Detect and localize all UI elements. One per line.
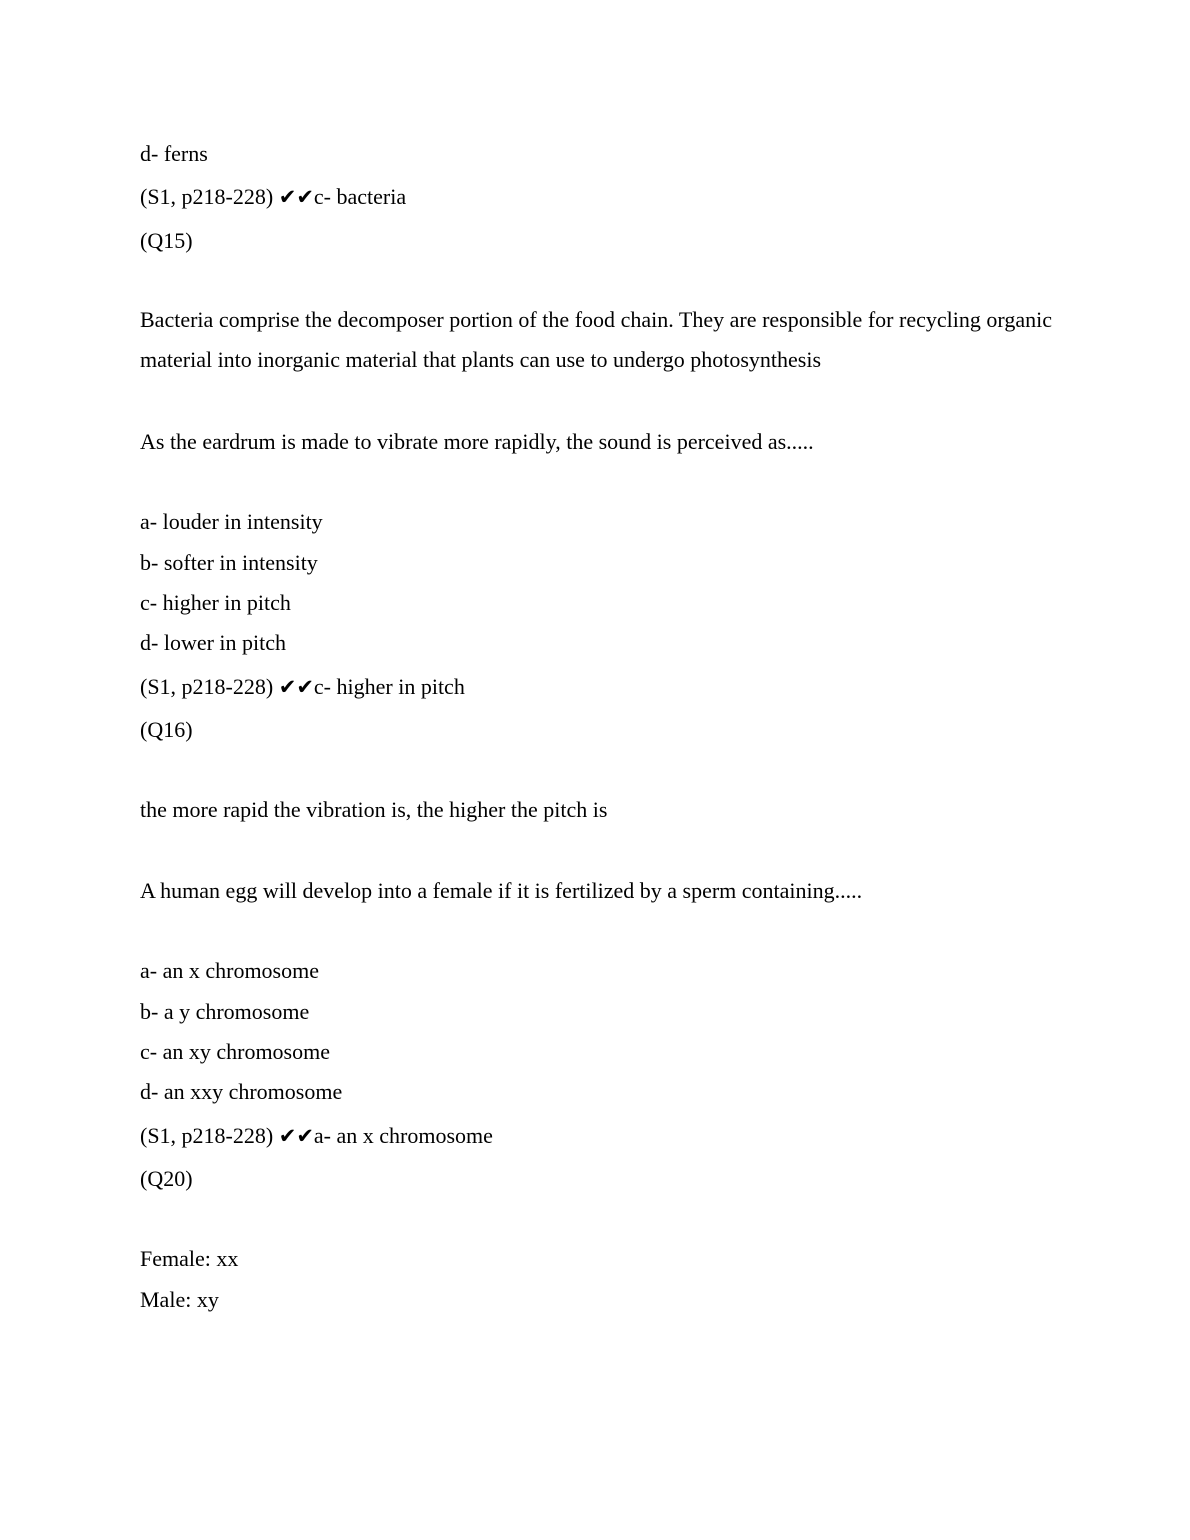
answer-reference: (S1, p218-228): [140, 1123, 274, 1148]
double-check-icon: ✔✔: [278, 675, 314, 699]
explanation-male: Male: xy: [140, 1287, 219, 1312]
option-d: d- ferns: [140, 141, 208, 166]
option-b: b- softer in intensity: [140, 550, 318, 575]
double-check-icon: ✔✔: [278, 185, 314, 209]
option-d: d- an xxy chromosome: [140, 1079, 343, 1104]
double-check-icon: ✔✔: [278, 1124, 314, 1148]
option-d: d- lower in pitch: [140, 630, 287, 655]
answer-text: a- an x chromosome: [313, 1123, 493, 1148]
option-c: c- higher in pitch: [140, 590, 291, 615]
question-number: (Q20): [140, 1166, 193, 1191]
option-a: a- louder in intensity: [140, 509, 323, 534]
question-text: A human egg will develop into a female if it is fertilized by a sperm containing.....: [140, 878, 863, 903]
explanation-paragraph: Bacteria comprise the decomposer portion of the food chain. They are responsible for recycling organic material into inorganic material that plants can use to undergo photosynthesis: [140, 307, 1052, 372]
explanation-text: the more rapid the vibration is, the higher the pitch is: [140, 797, 608, 822]
answer-line: [140, 674, 465, 700]
answer-reference: (S1, p218-228): [140, 674, 274, 699]
answer-text: c- bacteria: [313, 184, 407, 209]
option-b: b- a y chromosome: [140, 999, 310, 1024]
question-number: (Q16): [140, 717, 193, 742]
answer-reference: (S1, p218-228): [140, 184, 274, 209]
option-c: c- an xy chromosome: [140, 1039, 330, 1064]
answer-line: [140, 1123, 493, 1149]
answer-line: [140, 184, 406, 210]
explanation-female: Female: xx: [140, 1246, 239, 1271]
answer-text: c- higher in pitch: [313, 674, 465, 699]
question-number: (Q15): [140, 228, 193, 253]
option-a: a- an x chromosome: [140, 958, 319, 983]
question-text: As the eardrum is made to vibrate more rapidly, the sound is perceived as.....: [140, 429, 814, 454]
